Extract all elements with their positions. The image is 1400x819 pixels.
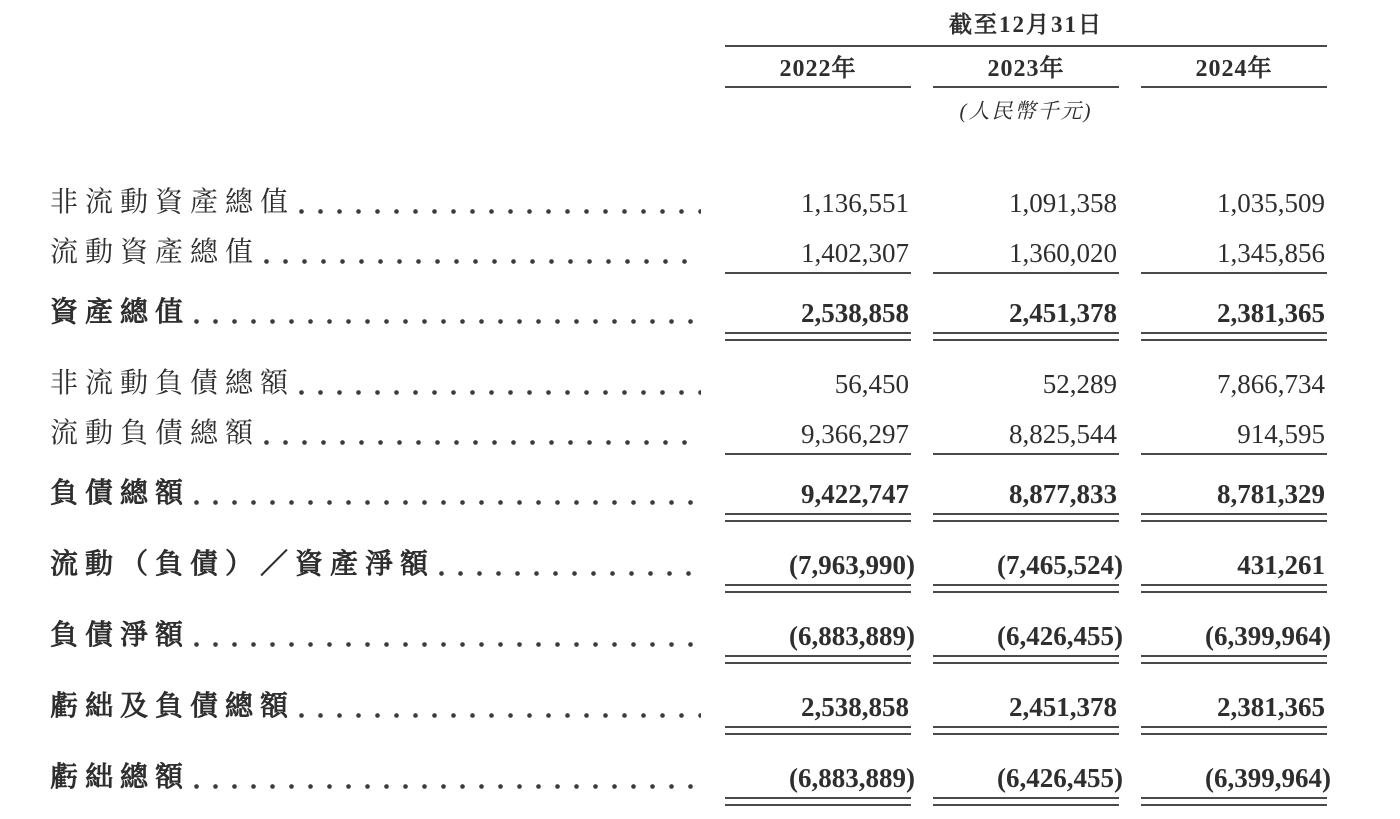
dot-leader [299, 186, 701, 220]
value-2022: 56,450 [834, 369, 909, 399]
label-column-spacer [50, 96, 703, 126]
value-2022: (6,883,889) [789, 621, 915, 651]
double-rule [933, 797, 1119, 806]
table-row [0, 186, 1400, 220]
value-2023: (6,426,455) [997, 763, 1123, 793]
row-label [50, 477, 703, 511]
row-label-text: 流動負債總額 [50, 418, 261, 449]
double-rule-row [0, 332, 1400, 341]
double-rule [725, 655, 911, 664]
unit-note-row [0, 96, 1400, 126]
header-wide-rule-row [0, 45, 1400, 47]
value-2023: 52,289 [1042, 369, 1117, 399]
document-page [0, 10, 1400, 819]
table-header-title-row [0, 10, 1400, 40]
value-2024: 2,381,365 [1217, 692, 1325, 722]
column-header-2023: 2023年 [987, 56, 1065, 82]
double-rule [725, 332, 911, 341]
dot-leader [264, 236, 701, 270]
value-2023: 2,451,378 [1009, 692, 1117, 722]
double-rule-row [0, 584, 1400, 593]
dot-leader [194, 761, 701, 795]
value-2024: (6,399,964) [1205, 763, 1331, 793]
column-rule-2024 [1141, 86, 1327, 88]
table-row [0, 548, 1400, 582]
single-rule [933, 453, 1119, 455]
value-2024: 1,345,856 [1217, 238, 1325, 268]
double-rule-row [0, 655, 1400, 664]
single-rule [1141, 272, 1327, 274]
currency-unit-note: (人民幣千元) [959, 99, 1093, 123]
table-row [0, 417, 1400, 451]
value-2022: 2,538,858 [801, 692, 909, 722]
row-label-text: 虧絀總額 [50, 762, 191, 793]
double-rule [725, 584, 911, 593]
single-rule [725, 272, 911, 274]
value-2022: 9,366,297 [801, 419, 909, 449]
row-label [50, 236, 703, 270]
double-rule [725, 513, 911, 522]
label-column-spacer [50, 584, 703, 593]
row-label [50, 367, 703, 401]
double-rule [725, 797, 911, 806]
row-label-text: 資產總值 [50, 297, 191, 328]
single-rule-row [0, 272, 1400, 274]
value-2023: 1,360,020 [1009, 238, 1117, 268]
table-row [0, 367, 1400, 401]
table-row [0, 761, 1400, 795]
value-2024: 8,781,329 [1217, 479, 1325, 509]
column-rules-row [0, 86, 1400, 88]
row-label [50, 417, 703, 451]
single-rule [933, 272, 1119, 274]
value-2022: 9,422,747 [801, 479, 909, 509]
column-header-2024: 2024年 [1195, 56, 1273, 82]
value-2023: (6,426,455) [997, 621, 1123, 651]
table-row [0, 296, 1400, 330]
label-column-spacer [50, 655, 703, 664]
row-label [50, 690, 703, 724]
double-rule [1141, 726, 1327, 735]
single-rule [1141, 453, 1327, 455]
label-column-spacer [50, 797, 703, 806]
label-column-spacer [50, 272, 703, 274]
double-rule [933, 332, 1119, 341]
value-2024: 914,595 [1237, 419, 1325, 449]
double-rule-row [0, 513, 1400, 522]
row-label-text: 流動資產總值 [50, 237, 261, 268]
year-columns-row [0, 53, 1400, 85]
label-column-spacer [50, 86, 703, 88]
double-rule [1141, 513, 1327, 522]
value-2023: (7,465,524) [997, 550, 1123, 580]
label-column-spacer [50, 332, 703, 341]
label-column-spacer [50, 513, 703, 522]
table-row [0, 690, 1400, 724]
value-2023: 1,091,358 [1009, 188, 1117, 218]
value-2022: 1,136,551 [801, 188, 909, 218]
value-2023: 8,825,544 [1009, 419, 1117, 449]
double-rule [1141, 797, 1327, 806]
row-label-text: 負債總額 [50, 478, 191, 509]
label-column-spacer [50, 453, 703, 455]
value-2024: 2,381,365 [1217, 298, 1325, 328]
value-2022: 2,538,858 [801, 298, 909, 328]
dot-leader [194, 296, 701, 330]
table-body [0, 186, 1400, 806]
value-2024: (6,399,964) [1205, 621, 1331, 651]
table-row [0, 619, 1400, 653]
dot-leader [439, 548, 701, 582]
double-rule [1141, 332, 1327, 341]
single-rule-row [0, 453, 1400, 455]
row-label-text: 非流動負債總額 [50, 368, 296, 399]
value-2022: 1,402,307 [801, 238, 909, 268]
label-column-spacer [50, 726, 703, 735]
single-rule [725, 453, 911, 455]
row-label-text: 流動（負債）／資產淨額 [50, 549, 436, 580]
double-rule [725, 726, 911, 735]
column-rule-2023 [933, 86, 1119, 88]
period-title: 截至12月31日 [949, 12, 1103, 37]
double-rule [1141, 584, 1327, 593]
dot-leader [194, 619, 701, 653]
label-column-spacer [50, 45, 703, 47]
column-rule-2022 [725, 86, 911, 88]
double-rule [1141, 655, 1327, 664]
row-label [50, 548, 703, 582]
dot-leader [299, 367, 701, 401]
value-2024: 1,035,509 [1217, 188, 1325, 218]
double-rule [933, 513, 1119, 522]
value-2024: 7,866,734 [1217, 369, 1325, 399]
row-label [50, 296, 703, 330]
double-rule [933, 726, 1119, 735]
value-2022: (6,883,889) [789, 763, 915, 793]
double-rule-row [0, 797, 1400, 806]
label-column-spacer [50, 10, 703, 40]
header-wide-rule [725, 45, 1327, 47]
row-label [50, 619, 703, 653]
row-label [50, 186, 703, 220]
dot-leader [299, 690, 701, 724]
row-label-text: 非流動資產總值 [50, 187, 296, 218]
column-header-2022: 2022年 [779, 56, 857, 82]
value-2024: 431,261 [1237, 550, 1325, 580]
double-rule [933, 584, 1119, 593]
table-row [0, 236, 1400, 270]
row-label-text: 虧絀及負債總額 [50, 691, 296, 722]
value-2023: 2,451,378 [1009, 298, 1117, 328]
double-rule [933, 655, 1119, 664]
dot-leader [264, 417, 701, 451]
row-label [50, 761, 703, 795]
row-label-text: 負債淨額 [50, 620, 191, 651]
label-column-spacer [50, 53, 703, 85]
table-row [0, 477, 1400, 511]
value-2022: (7,963,990) [789, 550, 915, 580]
value-2023: 8,877,833 [1009, 479, 1117, 509]
double-rule-row [0, 726, 1400, 735]
dot-leader [194, 477, 701, 511]
